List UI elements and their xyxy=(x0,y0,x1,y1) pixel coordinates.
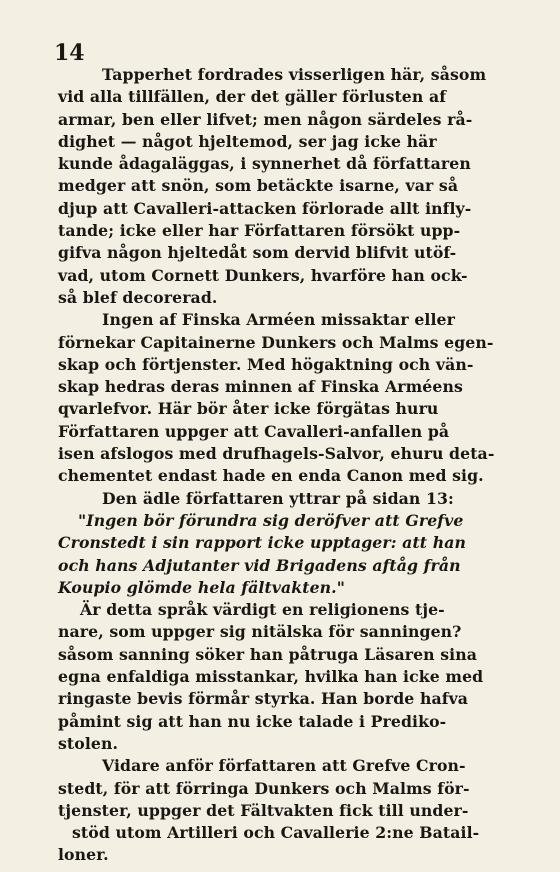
text-line: Vidare anför författaren att Grefve Cron- xyxy=(102,756,466,776)
text-line: dighet — något hjeltemod, ser jag icke här xyxy=(58,131,437,151)
text-line: stöd utom Artilleri och Cavallerie 2:ne Batail- xyxy=(72,823,480,843)
text-line: gifva någon hjeltedåt som dervid blifvit utöf- xyxy=(58,243,457,263)
text-line: skap och förtjenster. Med högaktning och vän- xyxy=(58,354,474,374)
text-line: medger att snön, som betäckte isarne, var så xyxy=(58,176,459,196)
text-line: Koupio glömde hela fältvakten." xyxy=(58,577,346,597)
text-line: armar, ben eller lifvet; men någon särdeles rå- xyxy=(58,109,473,129)
text-line: nare, som uppger sig nitälska för sanningen? xyxy=(58,622,462,642)
text-line: "Ingen bör förundra sig deröfver att Grefve xyxy=(78,510,464,530)
text-line: påmint sig att han nu icke talade i Prediko- xyxy=(58,711,447,731)
text-line: egna enfaldiga misstankar, hvilka han icke med xyxy=(58,667,484,687)
text-line: Är detta språk värdigt en religionens tje- xyxy=(80,600,445,620)
text-line: Tapperhet fordrades visserligen här, såsom xyxy=(102,65,487,84)
body-text xyxy=(58,64,506,867)
text-line: så blef decorerad. xyxy=(58,287,218,307)
text-line: Ingen af Finska Arméen missaktar eller xyxy=(102,310,455,330)
text-line: Författaren uppger att Cavalleri-anfallen på xyxy=(58,421,450,441)
text-line: tjenster, uppger det Fältvakten fick till under- xyxy=(58,800,469,820)
text-line: loner. xyxy=(58,845,109,865)
text-line: qvarlefvor. Här bör åter icke förgätas huru xyxy=(58,399,439,419)
text-line: Den ädle författaren yttrar på sidan 13: xyxy=(102,488,454,508)
text-line: stolen. xyxy=(58,733,119,753)
page-number: 14 xyxy=(54,40,85,66)
text-line: isen afslogos med drufhagels-Salvor, ehuru deta- xyxy=(58,444,495,464)
text-line: chementet endast hade en enda Canon med sig. xyxy=(58,466,484,486)
text-line: Cronstedt i sin rapport icke upptager: att han xyxy=(58,533,466,553)
text-line: djup att Cavalleri-attacken förlorade allt infly- xyxy=(58,198,472,218)
text-line: kunde ådagaläggas, i synnerhet då författaren xyxy=(58,154,471,174)
text-line: vad, utom Cornett Dunkers, hvarföre han ock- xyxy=(58,265,468,285)
text-line: vid alla tillfällen, der det gäller förlusten af xyxy=(58,87,447,107)
text-line: stedt, för att förringa Dunkers och Malms för- xyxy=(58,778,470,798)
text-line: tande; icke eller har Författaren försökt upp- xyxy=(58,221,461,241)
text-line: och hans Adjutanter vid Brigadens aftåg från xyxy=(58,555,461,575)
text-line: skap hedras deras minnen af Finska Arméens xyxy=(58,377,463,397)
text-line: såsom sanning söker han påtruga Läsaren sina xyxy=(58,644,477,664)
text-line: förnekar Capitainerne Dunkers och Malms egen- xyxy=(58,332,494,352)
text-line: ringaste bevis förmår styrka. Han borde hafva xyxy=(58,689,469,709)
